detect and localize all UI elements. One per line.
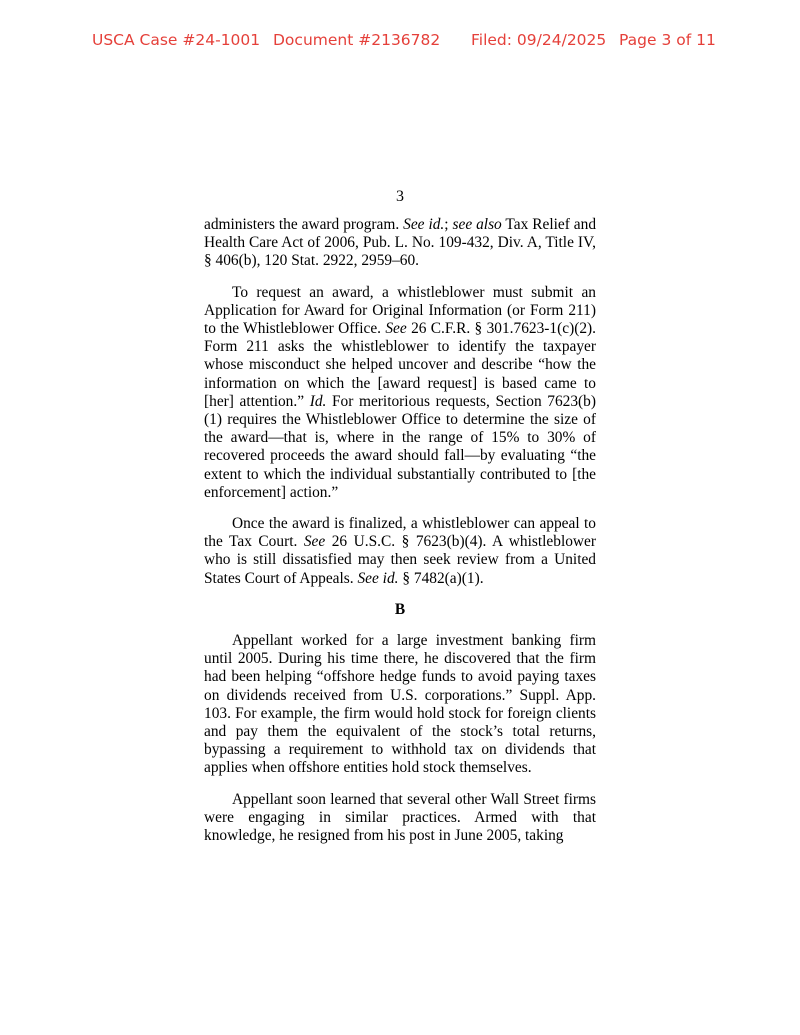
paragraph-3: Once the award is finalized, a whistleblower can appeal to the Tax Court. See 26 U.S.C. § 7623(b)(4). A whistleblower who is still dissatisfied may then seek review from a United States Court of Appeals. See id. § 7482(a)(1). (204, 515, 596, 587)
opinion-body (204, 216, 596, 858)
case-number: USCA Case #24-1001 (92, 31, 261, 49)
section-heading: B (394, 600, 406, 618)
paragraph-1: administers the award program. See id.; see also Tax Relief and Health Care Act of 2006, Pub. L. No. 109-432, Div. A, Title IV, § 406(b), 120 Stat. 2922, 2959–60. (204, 216, 597, 270)
paragraph-5: Appellant soon learned that several other Wall Street firms were engaging in similar practices. Armed with that knowledge, he resigned from his post in June 2005, taking (204, 790, 596, 845)
page-number: 3 (396, 188, 404, 205)
paragraph-2: To request an award, a whistleblower must submit an Application for Award for Original Information (or Form 211) to the Whistleblower Office. See 26 C.F.R. § 301.7623-1(c)(2). Form 211 asks the whistleblower to identify the taxpayer whose misconduct she helped uncover and describe “how the information on which the [award request] is based came to [her] attention.” Id. For meritorious requests, Section 7623(b)(1) requires the Whistleblower Office to determine the size of the award—that is, where in the range of 15% to 30% of recovered proceeds the award should fall—by evaluating “the extent to which the individual substantially contributed to [the enforcement] action.” (204, 283, 596, 501)
paragraph-4: Appellant worked for a large investment banking firm until 2005. During his time there, he discovered that the firm had been helping “offshore hedge funds to avoid paying taxes on dividends received from U.S. corporations.” Suppl. App. 103. For example, the firm would hold stock for foreign clients and pay them the equivalent of the stock’s total returns, bypassing a requirement to withhold tax on dividends that applies when offshore entities hold stock themselves. (204, 632, 596, 777)
filing-header (0, 31, 800, 51)
filed-date: Filed: 09/24/2025 (471, 31, 607, 49)
document-number: Document #2136782 (273, 31, 441, 49)
page-count: Page 3 of 11 (619, 31, 716, 49)
